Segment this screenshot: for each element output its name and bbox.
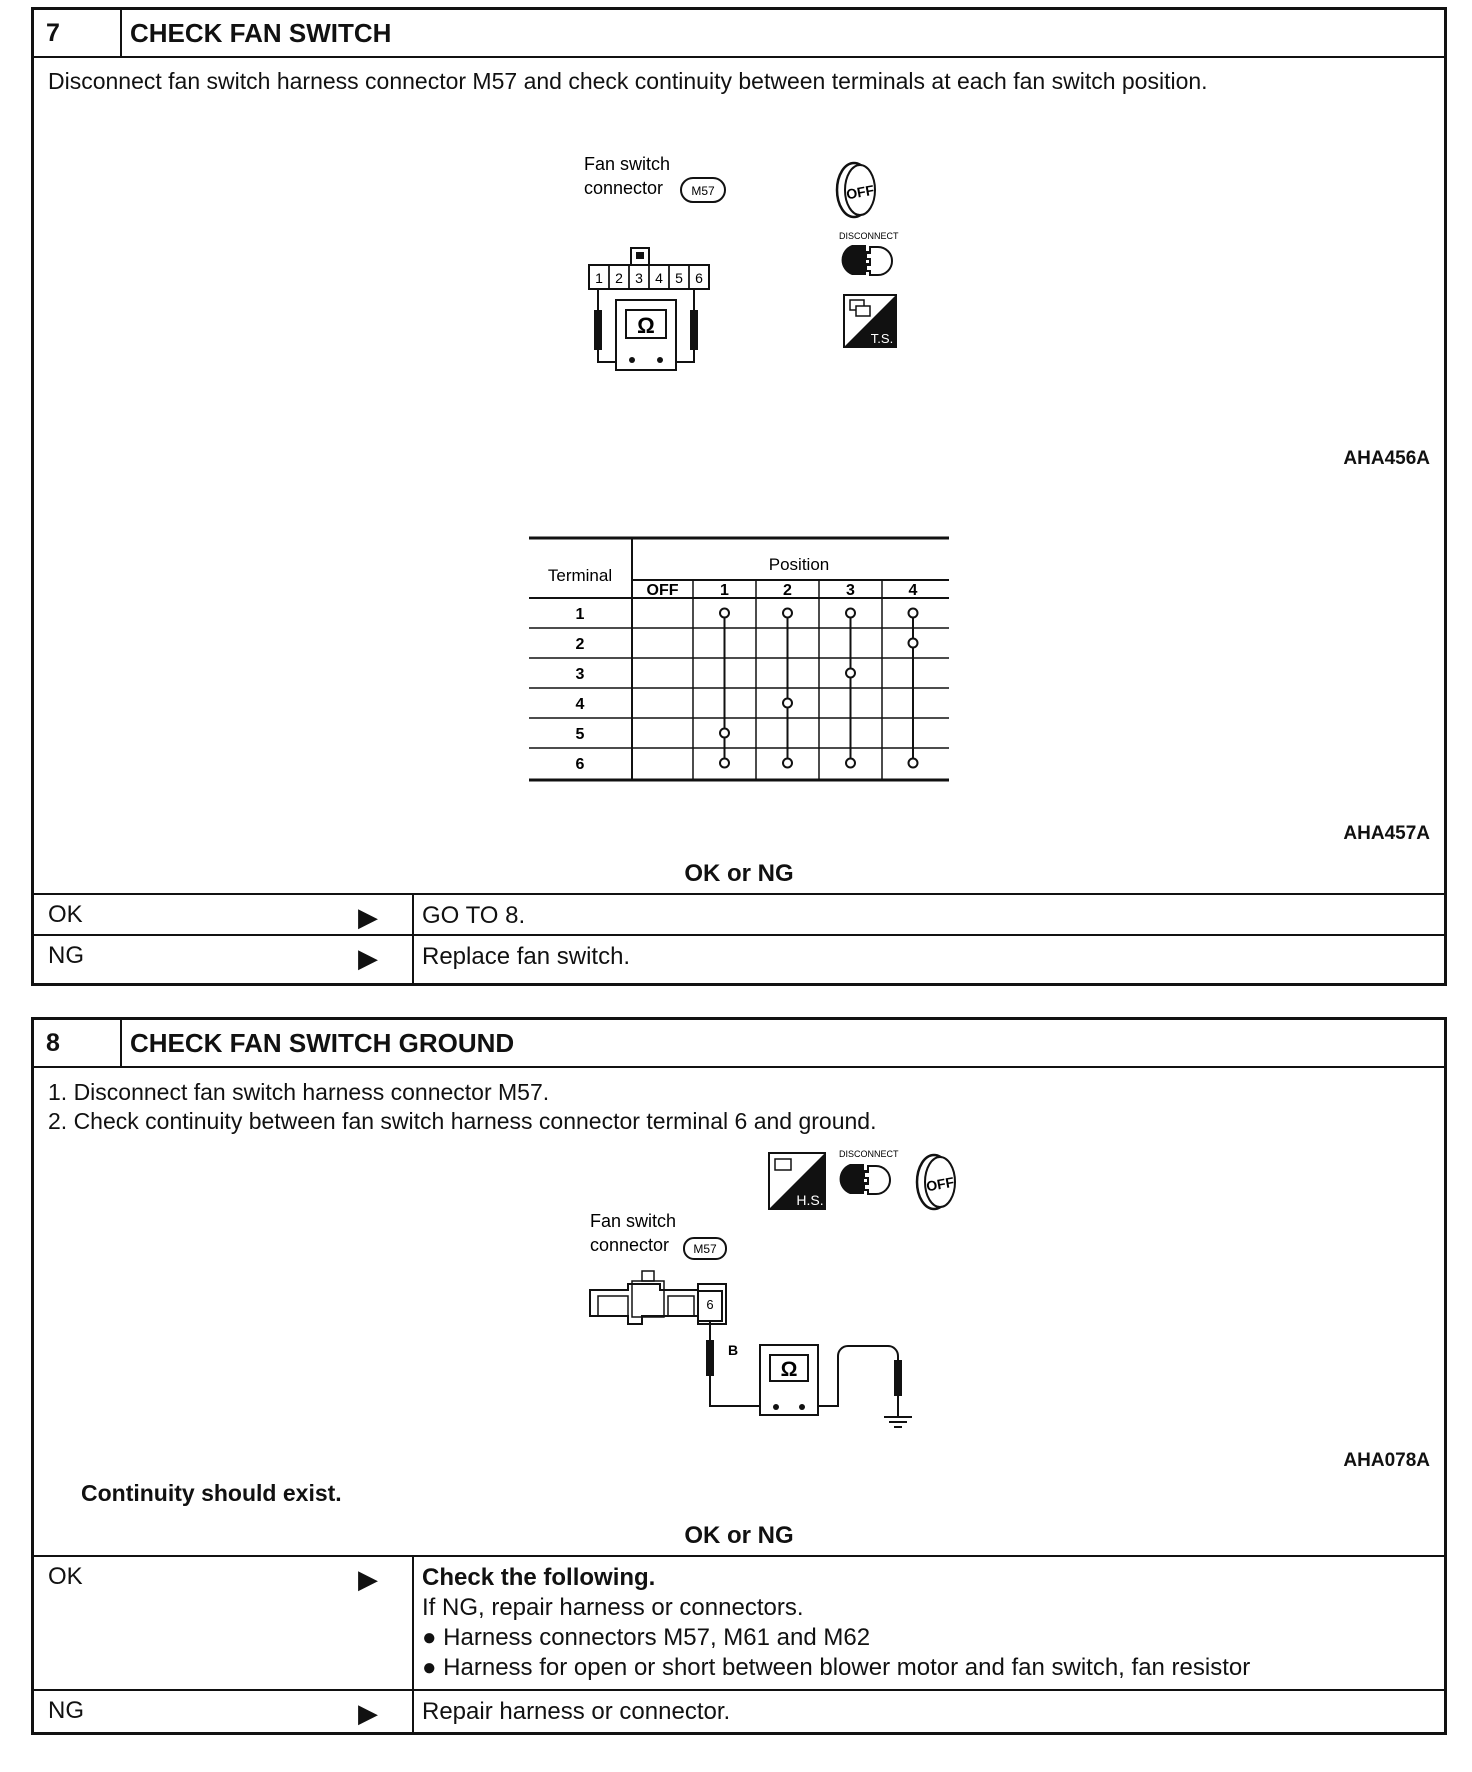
connector-label-line2: connector bbox=[584, 178, 664, 198]
table-position-header: Position bbox=[768, 555, 830, 574]
terminal-label: 1 bbox=[595, 270, 603, 286]
terminal-label: 4 bbox=[655, 270, 663, 286]
continuity-node bbox=[720, 729, 729, 738]
ok-bullet: ● Harness connectors M57, M61 and M62 bbox=[422, 1624, 871, 1651]
step-instruction-2: 2. Check continuity between fan switch harness connector terminal 6 and ground. bbox=[48, 1108, 877, 1134]
continuity-node bbox=[783, 699, 792, 708]
continuity-node bbox=[783, 609, 792, 618]
ok-label: OK bbox=[48, 1563, 83, 1590]
terminal-label: 6 bbox=[695, 270, 703, 286]
table-terminal-label: 4 bbox=[575, 696, 585, 713]
terminal-label: 2 bbox=[615, 270, 623, 286]
bullet-icon: ● bbox=[422, 1654, 444, 1681]
terminal-label: 3 bbox=[635, 270, 643, 286]
ohm-symbol: Ω bbox=[780, 1358, 798, 1381]
tester-ts-icon bbox=[844, 295, 896, 347]
ohm-symbol: Ω bbox=[637, 313, 655, 338]
continuity-node bbox=[846, 759, 855, 768]
ok-or-ng-heading: OK or NG bbox=[684, 1522, 794, 1549]
table-terminal-header: Terminal bbox=[547, 566, 613, 585]
probe bbox=[706, 1340, 714, 1376]
svg-text:T.S.: T.S. bbox=[870, 331, 894, 346]
disconnect-label: DISCONNECT bbox=[839, 231, 899, 241]
connector-lock-tab bbox=[642, 1271, 654, 1281]
connector-label-line1: Fan switch bbox=[584, 154, 671, 174]
table-code: AHA457A bbox=[1343, 823, 1430, 844]
continuity-node bbox=[846, 669, 855, 678]
ok-label: OK bbox=[48, 901, 83, 928]
probe-left bbox=[594, 310, 602, 350]
step-title: CHECK FAN SWITCH bbox=[130, 17, 392, 48]
svg-text:H.S.: H.S. bbox=[796, 1192, 824, 1208]
table-position-label: 4 bbox=[908, 582, 918, 599]
test-lead-right bbox=[818, 1346, 898, 1406]
table-position-label: 3 bbox=[846, 582, 855, 599]
test-lead-left bbox=[598, 350, 616, 362]
table-position-label: 1 bbox=[720, 582, 729, 599]
step-7-block bbox=[31, 7, 1447, 986]
connector-label-line1: Fan switch bbox=[590, 1211, 677, 1231]
disconnect-icon bbox=[842, 245, 892, 275]
arrow-right-icon: ▶ bbox=[358, 943, 378, 973]
continuity-node bbox=[720, 609, 729, 618]
disconnect-icon bbox=[840, 1164, 890, 1194]
step-7-header bbox=[34, 10, 1444, 58]
continuity-table bbox=[524, 535, 964, 785]
table-position-label: 2 bbox=[783, 582, 792, 599]
step-number: 7 bbox=[34, 10, 122, 56]
ground-probe bbox=[894, 1360, 902, 1396]
harness-side-hs-icon bbox=[769, 1153, 825, 1209]
continuity-node bbox=[909, 639, 918, 648]
ng-action: Repair harness or connector. bbox=[422, 1698, 731, 1725]
step-number: 8 bbox=[34, 1020, 122, 1066]
table-terminal-label: 5 bbox=[575, 726, 585, 743]
continuity-node bbox=[909, 759, 918, 768]
disconnect-label: DISCONNECT bbox=[839, 1149, 899, 1159]
connector-continuity-diagram bbox=[534, 150, 984, 420]
ng-row bbox=[34, 934, 1444, 985]
svg-text:OFF: OFF bbox=[844, 181, 876, 203]
continuity-note: Continuity should exist. bbox=[81, 1480, 342, 1506]
ng-row bbox=[34, 1689, 1444, 1734]
ok-row bbox=[34, 893, 1444, 936]
table-body bbox=[529, 580, 949, 780]
ignition-off-icon bbox=[837, 163, 876, 217]
ng-label: NG bbox=[48, 1697, 84, 1724]
ng-action: Replace fan switch. bbox=[422, 943, 631, 970]
connector-label-line2: connector bbox=[590, 1235, 670, 1255]
ng-label: NG bbox=[48, 942, 84, 969]
ok-bullet: ● Harness for open or short between blower motor and fan switch, fan resistor bbox=[422, 1654, 1251, 1681]
continuity-node bbox=[909, 609, 918, 618]
ohmmeter-jack-right bbox=[799, 1404, 805, 1410]
wire-color-label: B bbox=[728, 1342, 739, 1358]
connector-cavity bbox=[668, 1296, 694, 1316]
ok-action-link[interactable]: GO TO 8. bbox=[422, 902, 526, 929]
arrow-right-icon: ▶ bbox=[358, 1564, 378, 1594]
ok-row bbox=[34, 1555, 1444, 1691]
continuity-node bbox=[846, 609, 855, 618]
test-lead-left bbox=[710, 1376, 760, 1406]
connector-cavity bbox=[598, 1296, 628, 1316]
arrow-right-icon: ▶ bbox=[358, 902, 378, 932]
ohmmeter-jack-right bbox=[657, 357, 663, 363]
step-instruction: Disconnect fan switch harness connector M57 and check continuity between terminals at each fan switch position. bbox=[48, 68, 1208, 94]
terminal-6-label: 6 bbox=[706, 1297, 714, 1312]
ground-icon bbox=[884, 1417, 912, 1427]
ok-line: If NG, repair harness or connectors. bbox=[422, 1594, 804, 1621]
table-terminal-label: 6 bbox=[575, 756, 585, 773]
table-position-label: OFF bbox=[646, 582, 679, 599]
step-8-header bbox=[34, 1020, 1444, 1068]
connector-id: M57 bbox=[693, 1242, 717, 1256]
ground-continuity-diagram bbox=[544, 1145, 1014, 1485]
table-terminal-label: 1 bbox=[575, 606, 585, 623]
ok-action bbox=[414, 1557, 1444, 1691]
connector-lock-mark bbox=[636, 252, 644, 259]
continuity-node bbox=[783, 759, 792, 768]
terminal-label: 5 bbox=[675, 270, 683, 286]
table-terminal-label: 2 bbox=[575, 636, 585, 653]
svg-text:OFF: OFF bbox=[924, 1173, 956, 1195]
step-instruction-1: 1. Disconnect fan switch harness connector M57. bbox=[48, 1079, 550, 1105]
ok-or-ng-heading: OK or NG bbox=[684, 860, 794, 887]
probe-right bbox=[690, 310, 698, 350]
step-title: CHECK FAN SWITCH GROUND bbox=[130, 1027, 515, 1058]
figure-code: AHA456A bbox=[1343, 448, 1430, 469]
ohmmeter-jack-left bbox=[629, 357, 635, 363]
test-lead-right bbox=[676, 350, 694, 362]
connector-terminals bbox=[589, 265, 709, 289]
arrow-right-icon: ▶ bbox=[358, 1698, 378, 1728]
continuity-node bbox=[720, 759, 729, 768]
connector-id: M57 bbox=[691, 184, 715, 198]
ohmmeter-jack-left bbox=[773, 1404, 779, 1410]
step-8-block bbox=[31, 1017, 1447, 1735]
table-terminal-label: 3 bbox=[575, 666, 585, 683]
ok-title: Check the following. bbox=[422, 1564, 656, 1591]
ignition-off-icon bbox=[917, 1155, 956, 1209]
figure-code: AHA078A bbox=[1343, 1450, 1430, 1471]
bullet-icon: ● bbox=[422, 1624, 444, 1651]
